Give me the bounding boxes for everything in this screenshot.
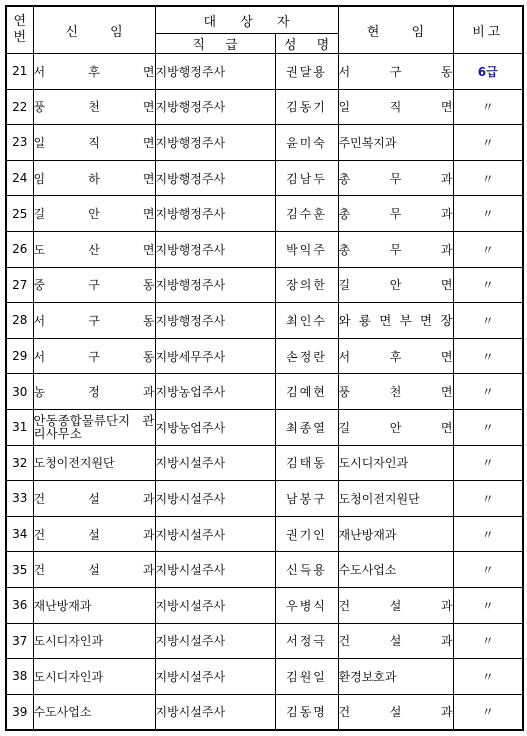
current-post-cell: 총 무 과 — [338, 196, 453, 232]
note-cell: 〃 — [453, 374, 523, 410]
new-post-cell: 도시디자인과 — [33, 659, 155, 695]
new-post-cell: 도시디자인과 — [33, 623, 155, 659]
grade-cell: 지방행정주사 — [155, 54, 275, 90]
name-cell: 김동명 — [275, 694, 338, 730]
table-row — [6, 409, 523, 445]
row-number: 36 — [6, 587, 33, 623]
note-cell: 〃 — [453, 160, 523, 196]
note-cell: 〃 — [453, 552, 523, 588]
current-post-cell: 서 후 면 — [338, 338, 453, 374]
new-post-cell: 길 안 면 — [33, 196, 155, 232]
current-post-cell: 건 설 과 — [338, 694, 453, 730]
header-new-post: 신 임 — [33, 6, 155, 54]
current-post-cell: 풍 천 면 — [338, 374, 453, 410]
grade-cell: 지방행정주사 — [155, 125, 275, 161]
new-post-cell: 서 후 면 — [33, 54, 155, 90]
name-cell: 우병식 — [275, 587, 338, 623]
new-post-cell: 건 설 과 — [33, 552, 155, 588]
table-row — [6, 694, 523, 730]
row-number: 27 — [6, 267, 33, 303]
new-post-cell: 도청이전지원단 — [33, 445, 155, 481]
new-post-cell: 건 설 과 — [33, 481, 155, 517]
grade-cell: 지방시설주사 — [155, 445, 275, 481]
current-post-cell: 길 안 면 — [338, 409, 453, 445]
table-row — [6, 196, 523, 232]
grade-cell: 지방농업주사 — [155, 409, 275, 445]
note-cell: 〃 — [453, 89, 523, 125]
current-post-cell: 도시디자인과 — [338, 445, 453, 481]
table-row — [6, 125, 523, 161]
row-number: 30 — [6, 374, 33, 410]
table-row — [6, 552, 523, 588]
note-cell: 〃 — [453, 196, 523, 232]
note-cell: 〃 — [453, 409, 523, 445]
name-cell: 박익주 — [275, 231, 338, 267]
grade-cell: 지방세무주사 — [155, 338, 275, 374]
row-number: 29 — [6, 338, 33, 374]
current-post-cell: 수도사업소 — [338, 552, 453, 588]
current-post-cell: 주민복지과 — [338, 125, 453, 161]
current-post-cell: 건 설 과 — [338, 587, 453, 623]
row-number: 39 — [6, 694, 33, 730]
header-no-line2: 번 — [13, 30, 27, 45]
note-cell: 6급 — [453, 54, 523, 90]
row-number: 38 — [6, 659, 33, 695]
header-grade: 직 급 — [155, 34, 275, 54]
row-number: 23 — [6, 125, 33, 161]
header-no-line1: 연 — [13, 14, 27, 29]
header-note: 비고 — [453, 6, 523, 54]
header-name: 성 명 — [275, 34, 338, 54]
table-row — [6, 231, 523, 267]
table-row — [6, 160, 523, 196]
grade-cell: 지방시설주사 — [155, 659, 275, 695]
note-cell: 〃 — [453, 267, 523, 303]
new-post-cell: 중 구 동 — [33, 267, 155, 303]
current-post-cell: 도청이전지원단 — [338, 481, 453, 517]
name-cell: 권기인 — [275, 516, 338, 552]
new-post-cell: 서 구 동 — [33, 338, 155, 374]
current-post-cell: 서 구 동 — [338, 54, 453, 90]
note-cell: 〃 — [453, 303, 523, 339]
note-cell: 〃 — [453, 694, 523, 730]
name-cell: 장의한 — [275, 267, 338, 303]
row-number: 37 — [6, 623, 33, 659]
new-post-cell: 농 정 과 — [33, 374, 155, 410]
table-row — [6, 445, 523, 481]
row-number: 33 — [6, 481, 33, 517]
table-row — [6, 374, 523, 410]
table-row — [6, 516, 523, 552]
current-post-cell: 환경보호과 — [338, 659, 453, 695]
note-cell: 〃 — [453, 623, 523, 659]
header-no — [6, 6, 33, 54]
row-number: 32 — [6, 445, 33, 481]
note-cell: 〃 — [453, 125, 523, 161]
grade-cell: 지방행정주사 — [155, 196, 275, 232]
new-post-cell: 수도사업소 — [33, 694, 155, 730]
table-row — [6, 587, 523, 623]
new-post-cell: 도 산 면 — [33, 231, 155, 267]
name-cell: 김남두 — [275, 160, 338, 196]
note-cell: 〃 — [453, 659, 523, 695]
current-post-cell: 일 직 면 — [338, 89, 453, 125]
name-cell: 김태동 — [275, 445, 338, 481]
table-row — [6, 89, 523, 125]
current-post-cell: 건 설 과 — [338, 623, 453, 659]
grade-cell: 지방시설주사 — [155, 516, 275, 552]
grade-cell: 지방행정주사 — [155, 160, 275, 196]
note-cell: 〃 — [453, 445, 523, 481]
note-cell: 〃 — [453, 231, 523, 267]
note-cell: 〃 — [453, 516, 523, 552]
table-row — [6, 481, 523, 517]
table-row — [6, 54, 523, 90]
name-cell: 김예현 — [275, 374, 338, 410]
table-row — [6, 267, 523, 303]
name-cell: 남봉구 — [275, 481, 338, 517]
new-post-cell: 재난방재과 — [33, 587, 155, 623]
row-number: 22 — [6, 89, 33, 125]
name-cell: 김원일 — [275, 659, 338, 695]
new-post-cell: 일 직 면 — [33, 125, 155, 161]
table-row — [6, 338, 523, 374]
header-target: 대 상 자 — [155, 6, 338, 34]
row-number: 28 — [6, 303, 33, 339]
table-row — [6, 623, 523, 659]
grade-cell: 지방시설주사 — [155, 587, 275, 623]
new-post-cell: 안동종합물류단지 관리사무소 — [33, 409, 155, 445]
row-number: 25 — [6, 196, 33, 232]
row-number: 21 — [6, 54, 33, 90]
table-row — [6, 303, 523, 339]
name-cell: 서정극 — [275, 623, 338, 659]
grade-cell: 지방시설주사 — [155, 694, 275, 730]
name-cell: 김수훈 — [275, 196, 338, 232]
note-cell: 〃 — [453, 338, 523, 374]
personnel-table — [5, 5, 524, 731]
grade-cell: 지방농업주사 — [155, 374, 275, 410]
name-cell: 권달용 — [275, 54, 338, 90]
name-cell: 최인수 — [275, 303, 338, 339]
name-cell: 신득용 — [275, 552, 338, 588]
current-post-cell: 길 안 면 — [338, 267, 453, 303]
new-post-cell: 서 구 동 — [33, 303, 155, 339]
row-number: 34 — [6, 516, 33, 552]
name-cell: 윤미숙 — [275, 125, 338, 161]
current-post-cell: 총 무 과 — [338, 231, 453, 267]
name-cell: 손정란 — [275, 338, 338, 374]
note-cell: 〃 — [453, 587, 523, 623]
grade-cell: 지방시설주사 — [155, 481, 275, 517]
row-number: 31 — [6, 409, 33, 445]
row-number: 26 — [6, 231, 33, 267]
current-post-cell: 재난방재과 — [338, 516, 453, 552]
row-number: 24 — [6, 160, 33, 196]
grade-cell: 지방행정주사 — [155, 303, 275, 339]
grade-cell: 지방행정주사 — [155, 231, 275, 267]
table-row — [6, 659, 523, 695]
grade-cell: 지방시설주사 — [155, 552, 275, 588]
new-post-cell: 임 하 면 — [33, 160, 155, 196]
new-post-cell: 건 설 과 — [33, 516, 155, 552]
grade-cell: 지방시설주사 — [155, 623, 275, 659]
name-cell: 최종열 — [275, 409, 338, 445]
note-cell: 〃 — [453, 481, 523, 517]
row-number: 35 — [6, 552, 33, 588]
grade-cell: 지방행정주사 — [155, 267, 275, 303]
name-cell: 김동기 — [275, 89, 338, 125]
grade-cell: 지방행정주사 — [155, 89, 275, 125]
current-post-cell: 와 룡 면 부 면 장 — [338, 303, 453, 339]
new-post-cell: 풍 천 면 — [33, 89, 155, 125]
header-current-post: 현 임 — [338, 6, 453, 54]
current-post-cell: 총 무 과 — [338, 160, 453, 196]
